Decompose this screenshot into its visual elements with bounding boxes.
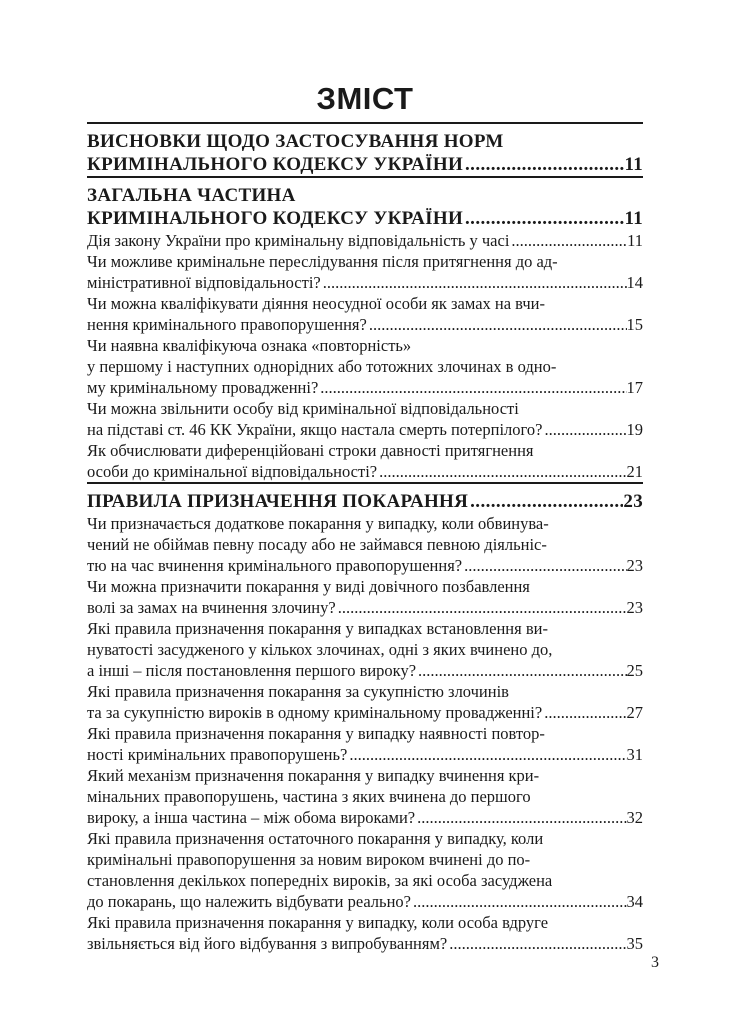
dot-leader [347, 744, 626, 765]
toc-entry [87, 293, 643, 335]
dot-leader [377, 461, 626, 482]
entry-text: нення кримінального правопорушення? [87, 315, 367, 334]
entry-text: му кримінальному провадженні? [87, 378, 319, 397]
dot-leader [468, 490, 623, 513]
entry-text: до покарань, що належить відбувати реально? [87, 892, 411, 911]
entry-line: становлення декількох попередніх вироків, за які особа засуджена [87, 871, 553, 890]
entry-text: міністративної відповідальності? [87, 273, 321, 292]
entry-last-line [87, 702, 643, 723]
section-heading [87, 184, 643, 230]
section-heading-line: ВИСНОВКИ ЩОДО ЗАСТОСУВАННЯ НОРМ [87, 131, 504, 152]
entry-page-number: 35 [626, 934, 643, 953]
entry-line: Який механізм призначення покарання у випадку вчинення кри- [87, 766, 540, 785]
toc-entry [87, 398, 643, 440]
page-title: ЗМІСТ [316, 81, 414, 116]
entry-line: Які правила призначення покарання у випадках встановлення ви- [87, 619, 548, 638]
toc-entry [87, 765, 643, 828]
toc-entry [87, 681, 643, 723]
entry-text: звільняється від його відбування з випробуванням? [87, 934, 448, 953]
entry-last-line [87, 272, 643, 293]
entry-line: Які правила призначення остаточного покарання у випадку, коли [87, 829, 544, 848]
entry-text: Дія закону України про кримінальну відповідальність у часі [87, 231, 510, 250]
toc-section [87, 130, 643, 176]
entry-last-line [87, 461, 643, 482]
section-heading-text: КРИМІНАЛЬНОГО КОДЕКСУ УКРАЇНИ [87, 154, 464, 175]
entry-page-number: 32 [626, 808, 643, 827]
entry-text: на підставі ст. 46 КК України, якщо настала смерть потерпілого? [87, 420, 543, 439]
entry-line: мінальних правопорушень, частина з яких вчинена до першого [87, 787, 531, 806]
dot-leader [415, 807, 626, 828]
dot-leader [447, 933, 626, 954]
entry-text: ності кримінальних правопорушень? [87, 745, 348, 764]
section-heading-line: ЗАГАЛЬНА ЧАСТИНА [87, 185, 296, 206]
entry-page-number: 21 [626, 462, 643, 481]
entry-line: Чи можливе кримінальне переслідування після притягнення до ад- [87, 252, 558, 271]
toc-entry [87, 576, 643, 618]
entry-text: тю на час вчинення кримінального правопорушення? [87, 556, 463, 575]
toc-entry [87, 230, 643, 251]
entry-page-number: 31 [626, 745, 643, 764]
toc-entry [87, 335, 643, 398]
toc-entry [87, 723, 643, 765]
dot-leader [321, 272, 627, 293]
entry-last-line [87, 314, 643, 335]
dot-leader [416, 660, 626, 681]
entry-text: вироку, а інша частина – між обома вироками? [87, 808, 416, 827]
entry-page-number: 25 [626, 661, 643, 680]
dot-leader [411, 891, 627, 912]
toc-entry [87, 251, 643, 293]
entry-line: Які правила призначення покарання у випадку, коли особа вдруге [87, 913, 549, 932]
entry-page-number: 27 [626, 703, 643, 722]
entry-line: Чи призначається додаткове покарання у випадку, коли обвинува- [87, 514, 549, 533]
dot-leader [463, 153, 624, 176]
entry-page-number: 14 [626, 273, 643, 292]
entry-page-number: 23 [626, 598, 643, 617]
entry-line: Як обчислювати диференційовані строки давності притягнення [87, 441, 534, 460]
section-heading-text: КРИМІНАЛЬНОГО КОДЕКСУ УКРАЇНИ [87, 208, 464, 229]
entry-last-line [87, 597, 643, 618]
toc-body [87, 122, 643, 954]
dot-leader [542, 702, 626, 723]
dot-leader [463, 207, 624, 230]
toc-section [87, 490, 643, 954]
entry-line: кримінальні правопорушення за новим вироком вчинені до по- [87, 850, 531, 869]
entry-line: у першому і наступних однорідних або тотожних злочинах в одно- [87, 357, 557, 376]
entry-last-line [87, 933, 643, 954]
entry-last-line [87, 807, 643, 828]
section-heading-last-line [87, 207, 643, 230]
entry-page-number: 17 [626, 378, 643, 397]
entry-text: волі за замах на вчинення злочину? [87, 598, 336, 617]
entry-text: особи до кримінальної відповідальності? [87, 462, 378, 481]
entry-line: нуватості засудженого у кількох злочинах, одні з яких вчинено до, [87, 640, 553, 659]
entry-page-number: 19 [626, 420, 643, 439]
entry-last-line [87, 555, 643, 576]
dot-leader [509, 230, 627, 251]
section-heading [87, 130, 643, 176]
entry-last-line [87, 660, 643, 681]
entry-line: Чи можна звільнити особу від кримінальної відповідальності [87, 399, 519, 418]
section-page-number: 23 [623, 491, 643, 512]
dot-leader [318, 377, 626, 398]
toc-entry [87, 828, 643, 912]
entry-line: Які правила призначення покарання у випадку наявності повтор- [87, 724, 545, 743]
section-heading [87, 490, 643, 513]
toc-entry [87, 618, 643, 681]
dot-leader [367, 314, 627, 335]
entry-last-line [87, 377, 643, 398]
entry-line: Які правила призначення покарання за сукупністю злочинів [87, 682, 509, 701]
toc-entry [87, 513, 643, 576]
entry-page-number: 23 [626, 556, 643, 575]
table-of-contents [87, 82, 643, 954]
section-heading-last-line [87, 153, 643, 176]
section-heading-text: ПРАВИЛА ПРИЗНАЧЕННЯ ПОКАРАННЯ [87, 491, 469, 512]
section-heading-last-line [87, 490, 643, 513]
entry-line: Чи наявна кваліфікуюча ознака «повторність» [87, 336, 412, 355]
entry-page-number: 34 [626, 892, 643, 911]
entry-page-number: 11 [627, 231, 643, 250]
entry-line: чений не обіймав певну посаду або не займався певною діяльніс- [87, 535, 547, 554]
dot-leader [336, 597, 627, 618]
entry-last-line [87, 744, 643, 765]
entry-text: та за сукупністю вироків в одному кримінальному провадженні? [87, 703, 543, 722]
dot-leader [462, 555, 626, 576]
section-divider [87, 176, 643, 178]
section-page-number: 11 [624, 208, 643, 229]
entry-line: Чи можна кваліфікувати діяння неосудної особи як замах на вчи- [87, 294, 545, 313]
entry-line: Чи можна призначити покарання у виді довічного позбавлення [87, 577, 530, 596]
toc-section [87, 184, 643, 482]
entry-page-number: 15 [626, 315, 643, 334]
dot-leader [542, 419, 626, 440]
section-page-number: 11 [624, 154, 643, 175]
section-divider [87, 122, 643, 124]
page-number: 3 [651, 954, 659, 971]
section-divider [87, 482, 643, 484]
entry-last-line [87, 419, 643, 440]
toc-entry [87, 912, 643, 954]
entry-last-line [87, 230, 643, 251]
entry-last-line [87, 891, 643, 912]
entry-text: а інші – після постановлення першого вироку? [87, 661, 417, 680]
toc-entry [87, 440, 643, 482]
